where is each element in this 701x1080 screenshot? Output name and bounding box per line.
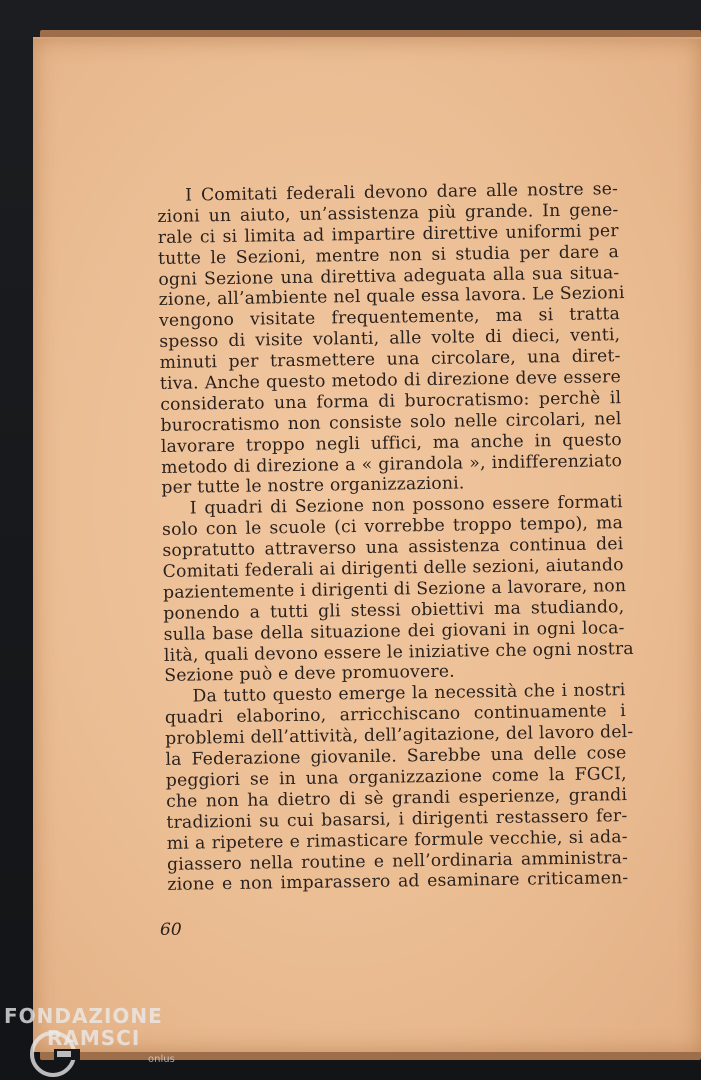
text-line: sopratutto attraverso una assistenza continua dei: [162, 534, 624, 562]
text-line: pazientemente i dirigenti di Sezione a lavorare, non: [162, 576, 627, 603]
watermark-logo: [4, 1004, 204, 1080]
text-line: minuti per trasmettere una circolare, una diret-: [159, 346, 621, 374]
watermark-line-1: FONDAZIONE: [4, 1004, 163, 1028]
text-line: ponendo a tutti gli stessi obiettivi ma studiando,: [163, 596, 625, 624]
paragraph-3: [164, 680, 634, 896]
text-line: tradizioni su cui basarsi, i dirigenti restassero fer-: [166, 805, 628, 833]
page-text-block: [157, 179, 634, 896]
text-line: che non ha dietro di sè grandi esperienze, grandi: [165, 784, 628, 812]
text-line: zioni un aiuto, un’assistenza più grande. In gene-: [157, 200, 619, 227]
text-line: Da tutto questo emerge la necessità che i nostri: [192, 680, 626, 707]
text-line: zione e non imparassero ad esaminare criticamen-: [167, 868, 629, 896]
paragraph-2: [161, 492, 634, 687]
text-line: peggiori se in una organizzazione come la FGCI,: [165, 764, 627, 791]
text-line: mi a ripetere e rimasticare formule vecchie, si ada-: [166, 826, 628, 854]
text-line: sulla base della situazione dei giovani in ogni loca-: [163, 617, 625, 645]
text-line: solo con le scuole (ci vorrebbe troppo tempo), ma: [161, 513, 624, 541]
text-line: per tutte le nostre organizzazioni.: [161, 473, 465, 499]
text-line: spesso di visite volanti, alle volte di dieci, venti,: [159, 325, 621, 353]
text-line: lità, quali devono essere le iniziative che ogni nostra: [163, 638, 634, 666]
text-line: problemi dell’attività, dell’agitazione, del lavoro del-: [165, 722, 634, 750]
text-line: burocratismo non consiste solo nelle circolari, nel: [160, 408, 622, 436]
text-line: tiva. Anche questo metodo di direzione deve essere: [159, 367, 622, 394]
text-line: zione, all’ambiente nel quale essa lavora. Le Sezioni: [158, 283, 625, 311]
page-number: 60: [160, 920, 182, 940]
watermark-suffix: onlus: [148, 1054, 175, 1065]
text-line: considerato una forma di burocratismo: perchè il: [160, 388, 622, 415]
text-line: rale ci si limita ad impartire direttive uniformi per: [157, 220, 619, 248]
text-line: giassero nella routine e nell’ordinaria amministra-: [166, 847, 629, 875]
text-line: I quadri di Sezione non possono essere formati: [189, 492, 623, 519]
text-line: I Comitati federali devono dare alle nostre se-: [184, 179, 619, 206]
text-line: Comitati federali ai dirigenti delle sezioni, aiutando: [162, 555, 624, 582]
text-line: Sezione può e deve promuovere.: [164, 662, 456, 687]
watermark-line-2: RAMSCI: [47, 1026, 141, 1050]
text-line: la Federazione giovanile. Sarebbe una delle cose: [165, 743, 627, 770]
text-line: lavorare troppo negli uffici, ma anche in questo: [160, 429, 622, 457]
text-line: quadri elaborino, arricchiscano continuamente i: [164, 701, 626, 729]
text-line: ogni Sezione una direttiva adeguata alla sua situa-: [158, 262, 620, 290]
paragraph-1: [157, 179, 623, 499]
text-line: vengono visitate frequentemente, ma si tratta: [158, 304, 621, 332]
gramsci-g-icon-stem: [57, 1051, 71, 1057]
text-line: metodo di direzione a « girandola », indifferenziato: [161, 450, 623, 478]
text-line: tutte le Sezioni, mentre non si studia per dare a: [157, 241, 620, 269]
